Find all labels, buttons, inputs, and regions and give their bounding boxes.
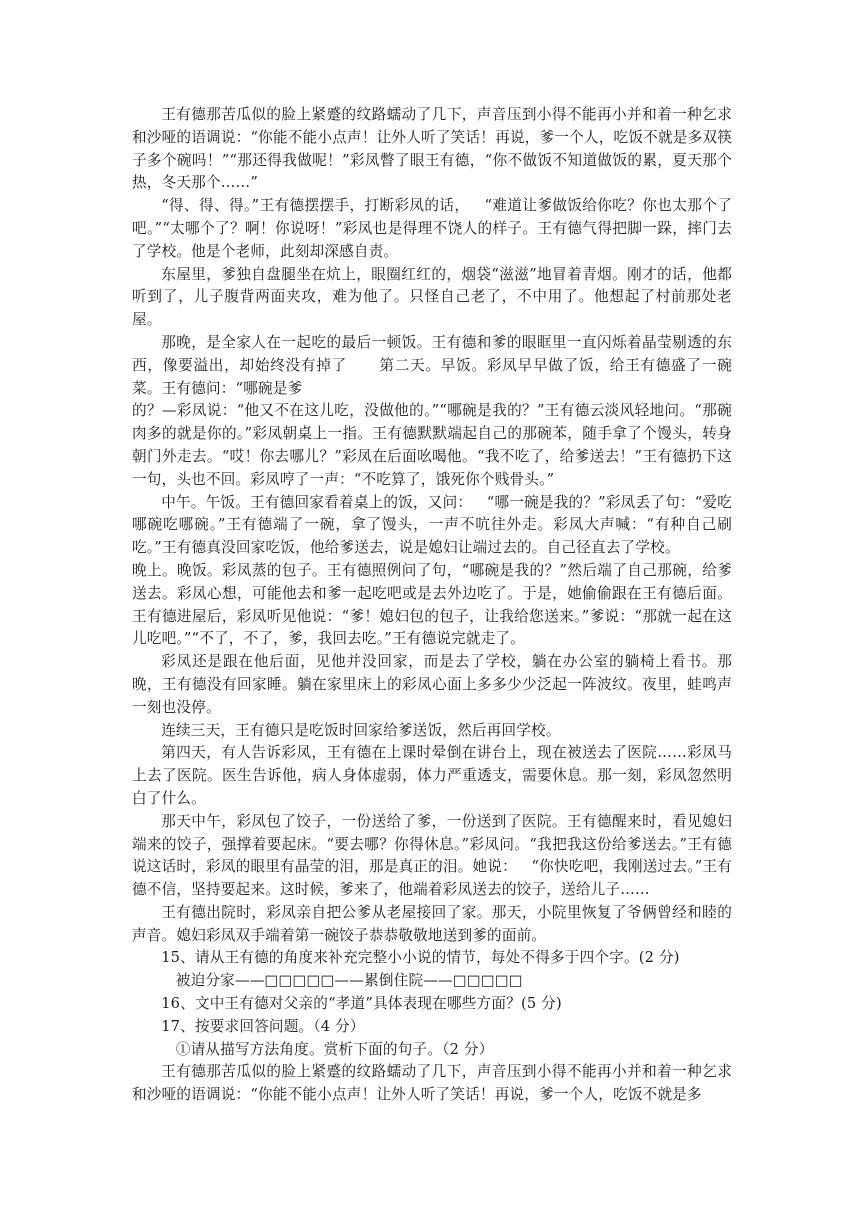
story-paragraph-6: 中午。午饭。王有德回家看着桌上的饭，又问： “哪一碗是我的？”彩凤丢了句：“爱吃哪碗吃哪碗。”王有德端了一碗，拿了馒头，一声不吭往外走。彩凤大声喊：“有种自己刷吃。”王有德真没回家吃饭，他给爹送去，说是媳妇让端过去的。自己径直去了学校。 <box>132 493 732 557</box>
question-16: 16、文中王有德对父亲的“孝道”具体表现在哪些方面？(5 分) <box>161 995 562 1013</box>
story-paragraph-3: 东屋里，爹独自盘腿坐在炕上，眼圈红红的，烟袋“滋滋”地冒着青烟。刚才的话，他都听到了，儿子腹背两面夹攻，难为他了。只怪自己老了，不中用了。他想起了村前那处老屋。 <box>132 265 732 329</box>
question-17-quote: 王有德那苦瓜似的脸上紧蹙的纹路蠕动了几下，声音压到小得不能再小并和着一种乞求和沙哑的语调说：“你能不能小点声！让外人听了笑话！再说，爹一个人，吃饭不就是多 <box>132 1063 732 1104</box>
story-paragraph-10: 第四天，有人告诉彩凤，王有德在上课时晕倒在讲台上，现在被送去了医院……彩凤马上去了医院。医生告诉他，病人身体虚弱，体力严重透支，需要休息。那一刻，彩凤忽然明白了什么。 <box>132 744 732 807</box>
story-paragraph-8: 彩凤还是跟在他后面，见他并没回家，而是去了学校，躺在办公室的躺椅上看书。那晚，王有德没有回家睡。躺在家里床上的彩凤心面上多多少少泛起一阵波纹。夜里，蛙鸣声一刻也没停。 <box>132 653 732 716</box>
question-17-sub-1: ①请从描写方法角度。赏析下面的句子。（2 分） <box>175 1040 494 1058</box>
story-paragraph-2: “得、得、得。”王有德摆摆手，打断彩凤的话， “难道让爹做饭给你吃？你也太那个了吧。”“太哪个了？啊！你说呀！”彩凤也是得理不饶人的样子。王有德气得把脚一跺，摔门去了学校。他是个老师，此刻却深感自责。 <box>132 197 732 260</box>
story-paragraph-9: 连续三天，王有德只是吃饭时回家给爹送饭，然后再回学校。 <box>161 721 561 739</box>
question-15: 15、请从王有德的角度来补充完整小小说的情节，每处不得多于四个字。(2 分) <box>161 949 680 967</box>
story-paragraph-4: 那晚，是全家人在一起吃的最后一顿饭。王有德和爹的眼眶里一直闪烁着晶莹剔透的东西，像要溢出，却始终没有掉了 第二天。早饭。彩凤早早做了饭，给王有德盛了一碗菜。王有德问：“哪碗是爹 <box>132 333 732 397</box>
story-paragraph-12: 王有德出院时，彩凤亲自把公爹从老屋接回了家。那天，小院里恢复了爷俩曾经和睦的声音。媳妇彩凤双手端着第一碗饺子恭恭敬敬地送到爹的面前。 <box>132 903 732 944</box>
story-paragraph-5: 的？—彩凤说：“他又不在这儿吃，没做他的。”“哪碗是我的？”王有德云淡风轻地问。“那碗肉多的就是你的。”彩凤朝桌上一指。王有德默默端起自己的那碗苯，随手拿了个馒头，转身朝门外走去。“哎！你去哪儿？”彩凤在后面吆喝他。“我不吃了，给爹送去！”王有德扔下这一句，头也不回。彩凤哼了一声：“不吃算了，饿死你个贱骨头。” <box>132 402 732 488</box>
question-15-blank: 被迫分家——□□□□□——累倒住院——□□□□□ <box>175 972 523 990</box>
story-paragraph-1: 王有德那苦瓜似的脸上紧蹙的纹路蠕动了几下，声音压到小得不能再小并和着一种乞求和沙哑的语调说：“你能不能小点声！让外人听了笑话！再说，爹一个人，吃饭不就是多双筷子多个碗吗！”“那还得我做呢！”彩凤瞥了眼王有德，“你不做饭不知道做饭的累，夏天那个热，冬天那个……” <box>132 106 732 192</box>
story-paragraph-7: 晚上。晚饭。彩凤蒸的包子。王有德照例问了句，“哪碗是我的？”然后端了自己那碗，给爹送去。彩凤心想，可能他去和爹一起吃吧或是去外边吃了。于是，她偷偷跟在王有德后面。王有德进屋后，彩凤听见他说：“爹！媳妇包的包子，让我给您送来。”爹说：“那就一起在这儿吃吧。”“不了，不了，爹，我回去吃。”王有德说完就走了。 <box>132 561 732 648</box>
question-17: 17、按要求回答问题。（4 分） <box>161 1017 365 1035</box>
document-page <box>132 104 732 1107</box>
story-paragraph-11: 那天中午，彩凤包了饺子，一份送给了爹，一份送到了医院。王有德醒来时，看见媳妇端来的饺子，强撑着要起床。“要去哪？你得休息。”彩凤问。“我把我这份给爹送去。”王有德说这话时，彩凤的眼里有晶莹的泪，那是真正的泪。她说： “你快吃吧，我刚送过去。”王有德不信，坚持要起来。这时候，爹来了，他端着彩凤送去的饺子，送给儿子…… <box>132 812 732 899</box>
